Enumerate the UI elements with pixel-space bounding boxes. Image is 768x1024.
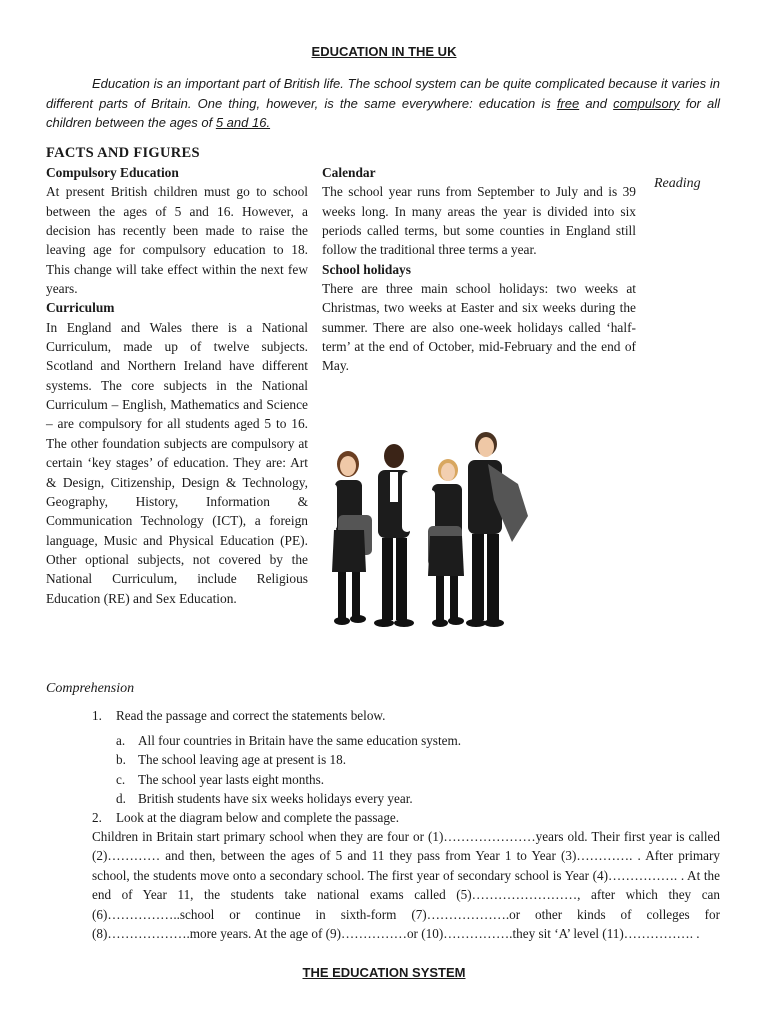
statement-letter: c. (116, 771, 126, 787)
curriculum-heading: Curriculum (46, 300, 115, 316)
question-1-number: 1. (92, 708, 102, 723)
education-system-title: THE EDUCATION SYSTEM (302, 965, 466, 980)
students-illustration (322, 420, 542, 645)
compulsory-education-heading: Compulsory Education (46, 165, 179, 180)
calendar-heading: Calendar (322, 165, 376, 180)
school-holidays-heading: School holidays (322, 261, 411, 277)
question-2-text: Look at the diagram below and complete the passage. (116, 810, 400, 825)
compulsory-education-text: At present British children must go to school between the ages of 5 and 16. However, a decision has recently been made to raise the leaving age for compulsory education to 18. This change will take effect within the next few years. (46, 184, 308, 297)
statement-letter: b. (116, 752, 126, 768)
list-item (116, 731, 461, 750)
school-holidays-text: There are three main school holidays: two weeks at Christmas, two weeks at Easter and six weeks during the summer. There are also one-week holidays called ‘half-term’ at the end of October, mid-February and the end of May. (322, 281, 636, 374)
statement-letter: a. (116, 733, 126, 748)
intro-free: free (556, 95, 580, 111)
facts-heading: FACTS AND FIGURES (46, 145, 200, 161)
intro-text-1: Education is an important part of British life. The school system can be quite complicated because it varies in different parts of Britain. One thing, however, is the same everywhere: education is (46, 76, 720, 111)
curriculum-text: In England and Wales there is a National Curriculum, made up of twelve subjects. Scotland and Northern Ireland have different systems. The core subjects in the National Curriculum – English, Mathematics and Science – are compulsory for all students aged 5 to 16. The other foundation subjects are compulsory at certain ‘key stages’ of education. They are: Art & Design, Citizenship, Design & Technology, Geography, History, Information & Communication Technology (ICT), a foreign language, Music and Physical Education (PE). Other optional subjects, not covered by the National Curriculum, include Religious Education (RE) and Sex Education. (46, 319, 308, 606)
intro-compulsory: compulsory (613, 95, 680, 111)
question-1-statements (116, 731, 461, 809)
calendar-text: The school year runs from September to July and is 39 weeks long. In many areas the year is divided into six periods called terms, but some counties in England still follow the traditional three terms a year. (322, 184, 636, 258)
student-girl-2 (426, 459, 464, 627)
left-column (46, 163, 308, 608)
student-boy-2 (466, 432, 528, 627)
list-item (116, 789, 461, 808)
statement-text: The school leaving age at present is 18. (138, 752, 347, 768)
statement-text: British students have six weeks holidays every year. (138, 791, 413, 807)
page-title: EDUCATION IN THE UK (311, 44, 457, 59)
statement-text: The school year lasts eight months. (138, 771, 325, 787)
question-1 (92, 706, 385, 725)
question-2 (92, 808, 399, 827)
comprehension-label: Comprehension (46, 681, 135, 696)
statement-letter: d. (116, 791, 126, 807)
student-girl-1 (329, 451, 372, 625)
intro-and: and (579, 95, 614, 111)
cloze-passage: Children in Britain start primary school when they are four or (1)…………………years old. Their first year is called (2)………… and then, between the ages of 5 and 11 they pass from Year 1 to Year (3)…………. . After primary school, the students move onto a secondary school. The first year of secondary school is Year (4)……………. . At the end of Year 11, the students take national exams called (5)……………………, after which they can (6)……………..school or continue in sixth-form (7)……………….or other kinds of colleges for (8)……………….more years. At the age of (9)……………or (10)…………….they sit ‘A’ level (11)……………. . (92, 829, 720, 942)
student-boy-1 (374, 444, 414, 627)
statement-text: All four countries in Britain have the same education system. (138, 733, 462, 748)
list-item (116, 750, 461, 769)
intro-paragraph (46, 74, 720, 133)
question-2-number: 2. (92, 810, 102, 825)
intro-ages: 5 and 16. (215, 115, 271, 130)
list-item (116, 770, 461, 789)
question-1-text: Read the passage and correct the statements below. (116, 708, 386, 723)
reading-label: Reading (654, 176, 701, 191)
right-column (322, 163, 636, 376)
intro-text-2: for all children between the ages of (46, 95, 720, 130)
students-photo (322, 420, 542, 645)
